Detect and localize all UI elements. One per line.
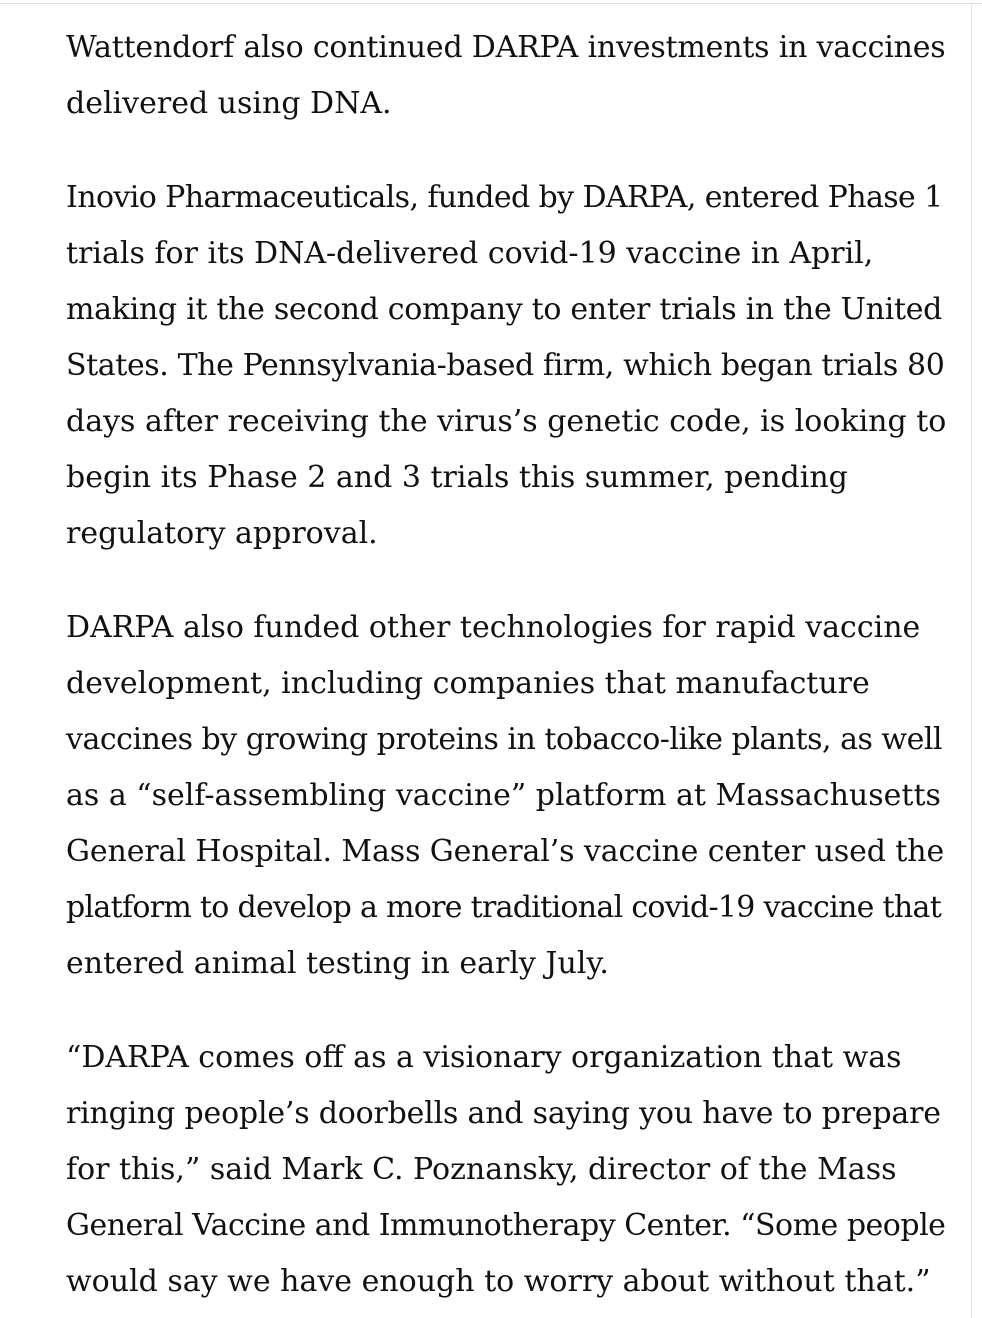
paragraph-line: Inovio Pharmaceuticals, funded by DARPA, entered Phase 1	[66, 180, 943, 215]
paragraph-line: for this,” said Mark C. Poznansky, director of the Mass	[66, 1152, 897, 1187]
top-divider	[0, 3, 982, 4]
paragraph-line: regulatory approval.	[66, 516, 378, 551]
paragraph-line: Wattendorf also continued DARPA investments in vaccines	[66, 30, 946, 65]
scrollbar-track[interactable]	[971, 4, 972, 1318]
paragraph-line: General Hospital. Mass General’s vaccine center used the	[66, 834, 945, 869]
paragraph-line: development, including companies that manufacture	[66, 666, 870, 701]
paragraph-inovio	[66, 170, 946, 562]
paragraph-line: ringing people’s doorbells and saying you have to prepare	[66, 1096, 941, 1131]
paragraph-line: platform to develop a more traditional covid-19 vaccine that	[66, 890, 942, 925]
paragraph-line: DARPA also funded other technologies for rapid vaccine	[66, 610, 921, 645]
paragraph-line: General Vaccine and Immunotherapy Center. “Some people	[66, 1208, 946, 1243]
paragraph-line: entered animal testing in early July.	[66, 946, 609, 981]
article-body	[66, 20, 946, 1310]
paragraph-line: delivered using DNA.	[66, 86, 392, 121]
paragraph-line: trials for its DNA-delivered covid-19 vaccine in April,	[66, 236, 874, 271]
paragraph-line: States. The Pennsylvania-based firm, which began trials 80	[66, 348, 945, 383]
paragraph-dna-vaccines	[66, 20, 946, 132]
paragraph-line: “DARPA comes off as a visionary organization that was	[66, 1040, 902, 1075]
paragraph-line: begin its Phase 2 and 3 trials this summer, pending	[66, 460, 848, 495]
paragraph-line: making it the second company to enter trials in the United	[66, 292, 943, 327]
paragraph-line: as a “self-assembling vaccine” platform at Massachusetts	[66, 778, 941, 813]
paragraph-poznansky-quote	[66, 1030, 946, 1310]
paragraph-line: vaccines by growing proteins in tobacco-like plants, as well	[66, 722, 943, 757]
paragraph-line: would say we have enough to worry about without that.”	[66, 1264, 931, 1299]
paragraph-other-technologies	[66, 600, 946, 992]
paragraph-line: days after receiving the virus’s genetic code, is looking to	[66, 404, 947, 439]
